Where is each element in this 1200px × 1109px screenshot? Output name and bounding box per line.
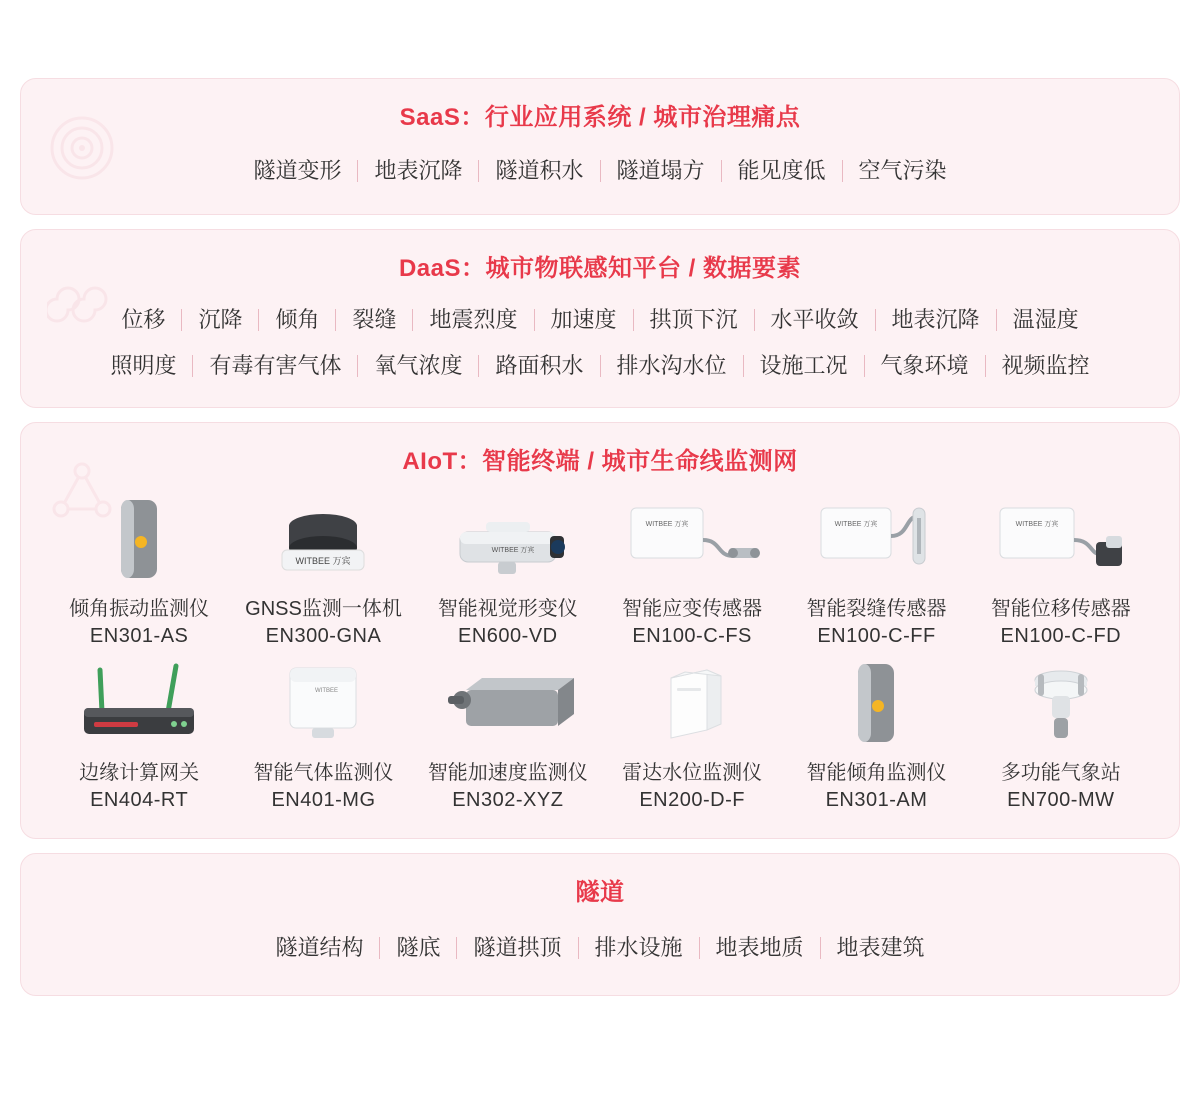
list-item: 地表沉降 (891, 306, 980, 332)
strain-sensor-icon (600, 490, 784, 582)
displacement-sensor-icon (969, 490, 1153, 582)
aiot-title (21, 423, 1179, 480)
daas-item-list-row2 (21, 343, 1179, 389)
list-item: 有毒有害气体 (209, 352, 342, 378)
device-model: EN301-AS (89, 625, 189, 648)
daas-card (20, 229, 1180, 408)
list-item: 地表地质 (715, 935, 804, 961)
tilt-vibration-sensor-icon (47, 490, 231, 582)
saas-title-prefix: SaaS： (399, 104, 485, 131)
device-model: EN100-C-FF (817, 625, 936, 648)
list-item: 沉降 (198, 306, 243, 332)
device-name: 边缘计算网关 (79, 762, 200, 785)
list-item: 水平收敛 (770, 306, 859, 332)
list-item: 路面积水 (495, 352, 584, 378)
tunnel-card (20, 853, 1180, 996)
daas-item-list-row1 (21, 297, 1179, 343)
device-model: EN401-MG (271, 789, 376, 812)
device-name: 智能倾角监测仪 (806, 762, 947, 785)
device-model: EN404-RT (90, 789, 189, 812)
gnss-receiver-icon (231, 490, 415, 582)
device-model: EN300-GNA (265, 625, 382, 648)
device-name: 智能位移传感器 (990, 598, 1131, 621)
device-item[interactable] (784, 654, 968, 812)
device-name: GNSS监测一体机 (245, 598, 402, 621)
list-item: 隧底 (396, 935, 441, 961)
device-grid (21, 480, 1179, 812)
device-name: 倾角振动监测仪 (69, 598, 210, 621)
device-name: 智能视觉形变仪 (437, 598, 578, 621)
aiot-title-prefix: AIoT： (402, 448, 483, 476)
list-item: 地表沉降 (374, 158, 463, 183)
tunnel-title: 隧道 (575, 879, 625, 907)
list-item: 隧道变形 (253, 158, 342, 183)
device-model: EN302-XYZ (452, 789, 564, 812)
device-name: 智能裂缝传感器 (806, 598, 947, 621)
list-item: 能见度低 (737, 158, 826, 183)
tunnel-item-list (21, 927, 1179, 969)
list-item: 隧道积水 (495, 158, 584, 183)
device-name: 智能气体监测仪 (253, 762, 394, 785)
saas-title-main: 行业应用系统 / 城市治理痛点 (484, 104, 801, 131)
list-item: 排水设施 (594, 935, 683, 961)
saas-item-list (21, 150, 1179, 192)
svg-text:WITBEE 万宾: WITBEE 万宾 (295, 556, 351, 567)
device-name: 智能应变传感器 (622, 598, 763, 621)
device-item[interactable] (600, 490, 784, 648)
list-item: 地表建筑 (836, 935, 925, 961)
crack-sensor-icon (784, 490, 968, 582)
vision-camera-icon (416, 490, 600, 582)
device-item[interactable] (231, 654, 415, 812)
edge-gateway-router-icon (47, 654, 231, 746)
device-model: EN100-C-FD (1000, 625, 1122, 648)
aiot-card (20, 422, 1180, 839)
device-item[interactable] (416, 654, 600, 812)
device-model: EN600-VD (458, 625, 558, 648)
device-item[interactable] (969, 654, 1153, 812)
daas-title-prefix: DaaS： (398, 254, 486, 282)
list-item: 氧气浓度 (374, 352, 463, 378)
list-item: 裂缝 (352, 306, 397, 332)
list-item: 隧道塌方 (616, 158, 705, 183)
device-item[interactable] (47, 490, 231, 648)
daas-rows (21, 297, 1179, 389)
weather-station-icon (969, 654, 1153, 746)
device-item[interactable] (784, 490, 968, 648)
saas-title (21, 79, 1179, 136)
saas-card (20, 78, 1180, 215)
list-item: 隧道拱顶 (473, 935, 562, 961)
list-item: 照明度 (110, 352, 177, 378)
device-item[interactable] (600, 654, 784, 812)
list-item: 拱顶下沉 (649, 306, 738, 332)
gas-monitor-icon (231, 654, 415, 746)
list-item: 气象环境 (880, 352, 969, 378)
daas-title (21, 230, 1179, 287)
device-model: EN700-MW (1007, 789, 1115, 812)
device-name: 多功能气象站 (1000, 762, 1121, 785)
svg-text:WITBEE: WITBEE (315, 688, 339, 695)
device-name: 雷达水位监测仪 (622, 762, 763, 785)
device-model: EN301-AM (825, 789, 928, 812)
list-item: 地震烈度 (429, 306, 518, 332)
list-item: 视频监控 (1001, 352, 1090, 378)
svg-text:WITBEE 万宾: WITBEE 万宾 (835, 521, 878, 529)
device-model: EN100-C-FS (632, 625, 752, 648)
list-item: 加速度 (550, 306, 617, 332)
list-item: 隧道结构 (275, 935, 364, 961)
aiot-title-main: 智能终端 / 城市生命线监测网 (482, 448, 798, 476)
device-item[interactable] (416, 490, 600, 648)
device-name: 智能加速度监测仪 (427, 762, 588, 785)
svg-text:WITBEE 万宾: WITBEE 万宾 (645, 521, 689, 529)
list-item: 温湿度 (1012, 306, 1079, 332)
device-item[interactable] (969, 490, 1153, 648)
device-item[interactable] (47, 654, 231, 812)
device-item[interactable] (231, 490, 415, 648)
tilt-sensor-icon (784, 654, 968, 746)
daas-title-main: 城市物联感知平台 / 数据要素 (485, 254, 802, 282)
device-model: EN200-D-F (639, 789, 745, 812)
list-item: 位移 (121, 306, 166, 332)
svg-text:WITBEE 万宾: WITBEE 万宾 (1015, 521, 1059, 529)
list-item: 设施工况 (759, 352, 848, 378)
radar-water-level-icon (600, 654, 784, 746)
list-item: 空气污染 (858, 158, 947, 183)
svg-text:WITBEE 万宾: WITBEE 万宾 (491, 547, 535, 555)
list-item: 排水沟水位 (616, 352, 727, 378)
list-item: 倾角 (275, 306, 320, 332)
accelerometer-icon (416, 654, 600, 746)
